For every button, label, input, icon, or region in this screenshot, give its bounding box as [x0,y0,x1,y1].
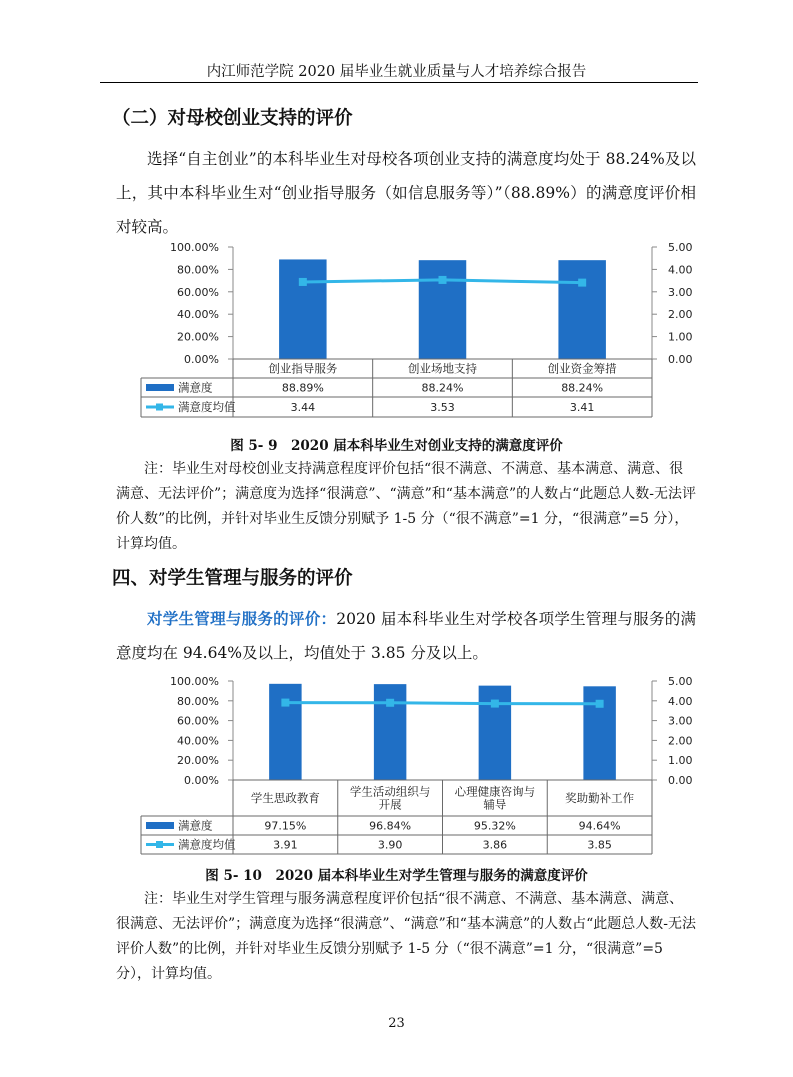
right-axis-tick-label: 3.00 [668,714,693,728]
mean-marker-1 [299,278,307,286]
category-label: 创业指导服务 [268,361,338,376]
satisfaction-value: 88.24% [561,381,604,395]
satisfaction-value: 97.15% [264,819,307,833]
figure-note-5-9: 注：毕业生对母校创业支持满意程度评价包括“很不满意、不满意、基本满意、满意、很满意、无法评价”；满意度为选择“很满意”、“满意”和“基本满意”的人数占“此题总人数-无法评价人数”的比例，并针对毕业生反馈分别赋予 1-5 分（“很不满意”=1 分，“很满意”=5 分），计算均值。 [116,461,696,552]
left-axis-tick-label: 40.00% [177,734,219,748]
category-label: 开展 [378,797,402,812]
mean-line [285,703,599,704]
legend-label-satisfaction: 满意度 [178,818,213,833]
satisfaction-value: 88.24% [421,381,464,395]
mean-marker-4 [596,700,604,708]
mean-value: 3.91 [273,838,298,852]
legend-key-marker [156,841,163,848]
mean-marker-2 [386,699,394,707]
right-axis-tick-label: 1.00 [668,330,693,344]
left-axis-tick-label: 0.00% [184,774,219,787]
left-axis-tick-label: 100.00% [170,241,219,254]
report-header-title: 内江师范学院 2020 届毕业生就业质量与人才培养综合报告 [206,64,587,80]
chart-svg [130,236,693,422]
mean-marker-2 [439,276,447,284]
left-axis-tick-label: 0.00% [184,353,219,366]
satisfaction-value: 94.64% [578,819,621,833]
legend-label-mean: 满意度均值 [178,400,236,414]
satisfaction-value: 95.32% [473,819,516,833]
right-axis-tick-label: 2.00 [668,734,693,748]
right-axis-tick-label: 0.00 [668,353,693,366]
bar-1 [269,684,301,780]
right-axis-tick-label: 2.00 [668,308,693,322]
right-axis-tick-label: 1.00 [668,754,693,768]
right-axis-tick-label: 0.00 [668,774,693,787]
left-axis-tick-label: 80.00% [177,263,219,277]
category-label: 学生思政教育 [250,791,320,805]
student-management-paragraph [116,602,696,670]
satisfaction-value: 96.84% [369,819,412,833]
paragraph-lead-phrase: 对学生管理与服务的评价： [147,610,337,628]
section-heading-student-management: 四、对学生管理与服务的评价 [112,568,353,589]
category-label: 学生活动组织与 [349,784,431,799]
page-number: 23 [388,1016,405,1031]
legend-label-satisfaction: 满意度 [178,380,213,395]
satisfaction-value: 88.89% [281,381,324,395]
right-axis-tick-label: 4.00 [668,263,693,277]
right-axis-tick-label: 5.00 [668,675,693,688]
right-axis-tick-label: 5.00 [668,241,693,254]
mean-marker-3 [491,700,499,708]
left-axis-tick-label: 40.00% [177,308,219,322]
right-axis-tick-label: 4.00 [668,694,693,708]
paragraph-body: 2020 届本科毕业生对学校各项学生管理与服务的满意度均在 94.64%及以上，均值处于 3.85 分及以上。 [116,610,696,662]
figure-caption-5-9: 图 5- 9 2020 届本科毕业生对创业支持的满意度评价 [230,438,563,454]
mean-value: 3.53 [430,401,455,414]
left-axis-tick-label: 20.00% [177,754,219,768]
section-heading-entrepreneurship: （二）对母校创业支持的评价 [112,108,353,129]
category-label: 创业资金筹措 [547,361,617,376]
category-label: 奖助勤补工作 [565,791,635,805]
category-label: 辅导 [483,797,507,812]
left-axis-tick-label: 60.00% [177,714,219,728]
entrepreneurship-paragraph: 选择“自主创业”的本科毕业生对母校各项创业支持的满意度均处于 88.24%及以上，其中本科毕业生对“创业指导服务（如信息服务等）”（88.89%）的满意度评价相对较高。 [116,150,696,236]
left-axis-tick-label: 100.00% [170,675,219,688]
left-axis-tick-label: 20.00% [177,330,219,344]
figure-caption-5-10: 图 5- 10 2020 届本科毕业生对学生管理与服务的满意度评价 [205,868,588,884]
left-axis-tick-label: 60.00% [177,285,219,299]
mean-value: 3.41 [569,401,595,414]
legend-key-bar [146,384,174,391]
legend-label-mean: 满意度均值 [178,837,236,852]
figure-note-5-10: 注：毕业生对学生管理与服务满意程度评价包括“很不满意、不满意、基本满意、满意、很满意、无法评价”；满意度为选择“很满意”、“满意”和“基本满意”的人数占“此题总人数-无法评价人数”的比例，并针对毕业生反馈分别赋予 1-5 分（“很不满意”=1 分，“很满意”=5 分），计算均值。 [116,891,696,982]
bar-2 [374,684,406,780]
mean-marker-3 [578,279,586,287]
legend-key-bar [146,822,174,829]
legend-key-marker [156,404,163,411]
student-management-chart [130,670,693,860]
mean-marker-1 [281,699,289,707]
entrepreneurship-support-chart [130,236,693,422]
bar-2 [419,260,466,359]
left-axis-tick-label: 80.00% [177,694,219,708]
bar-3 [558,260,605,359]
right-axis-tick-label: 3.00 [668,285,693,299]
mean-value: 3.86 [482,838,508,852]
chart-svg [130,670,693,860]
mean-value: 3.44 [290,401,316,414]
category-label: 创业场地支持 [408,361,477,376]
bar-1 [279,259,326,359]
category-label: 心理健康咨询与 [454,784,536,799]
header-divider [100,82,698,83]
mean-value: 3.85 [587,838,612,852]
mean-value: 3.90 [377,838,403,852]
